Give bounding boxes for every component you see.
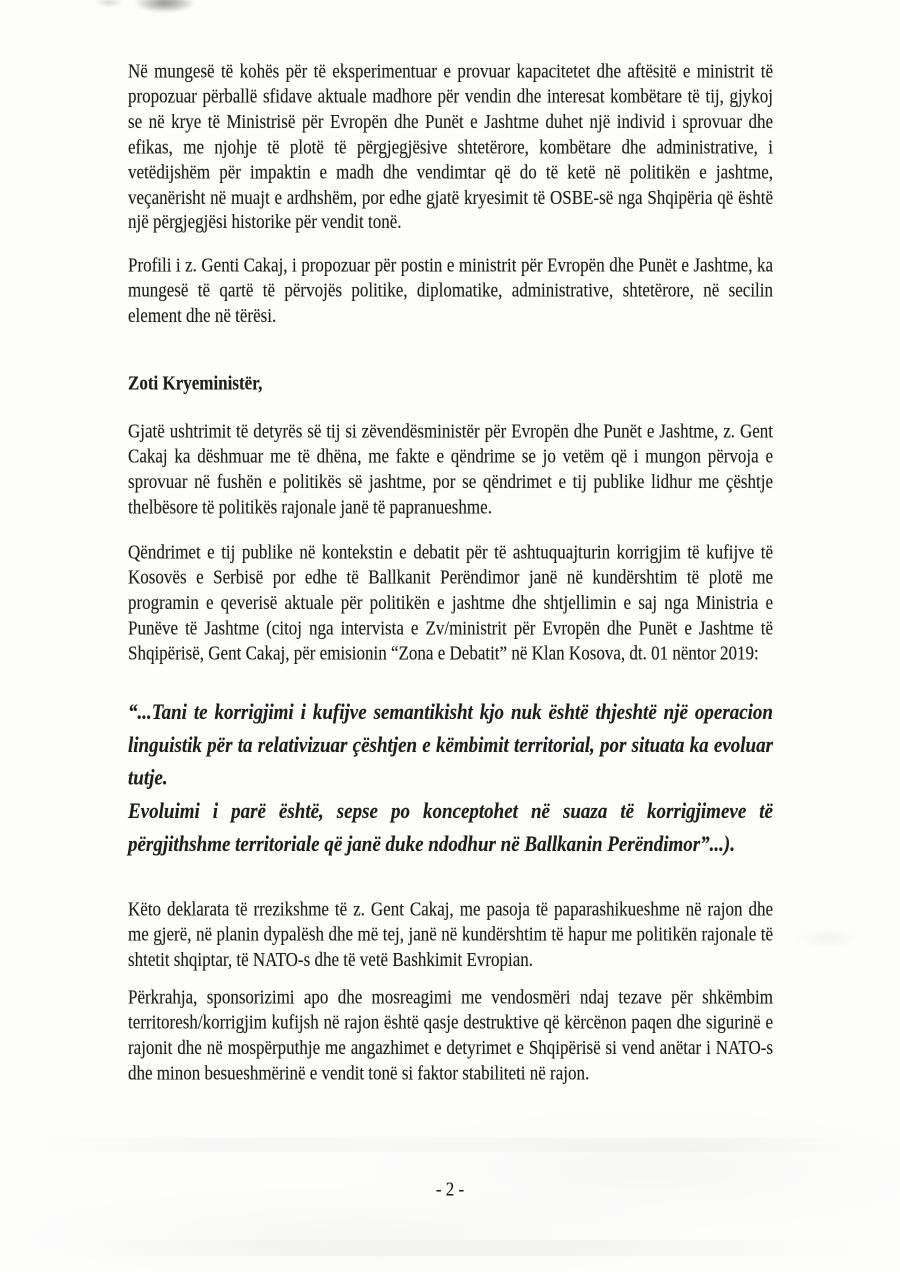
- scan-smudge-artifact: [94, 0, 124, 7]
- body-paragraph: Këto deklarata të rrezikshme të z. Gent Cakaj, me pasoja të paparashikueshme në rajon dhe me gjerë, në planin dypalësh dhe më tej, janë në kundërshtim të hapur me politikën rajonale të shtetit shqiptar, të NATO-s dhe të vetë Bashkimit Evropian.: [128, 898, 773, 971]
- page-number: - 2 -: [435, 1178, 465, 1200]
- body-paragraph: Profili i z. Genti Cakaj, i propozuar për postin e ministrit për Evropën dhe Punët e Jashtme, ka mungesë të qartë të përvojës politike, diplomatike, administrative, shtetërore, në secilin element dhe në tërësi.: [128, 254, 773, 327]
- body-paragraph: Qëndrimet e tij publike në kontekstin e debatit për të ashtuquajturin korrigjim të kufijve të Kosovës e Serbisë por edhe të Ballkanit Perëndimor janë në kundërshtim të plotë me programin e qeverisë aktuale për politikën e jashtme dhe shtjellimin e saj nga Ministria e Punëve të Jashtme (citoj nga intervista e Zv/ministrit për Evropën dhe Punët e Jashtme të Shqipërisë, Gent Cakaj, për emisionin “Zona e Debatit” në Klan Kosova, dt. 01 nëntor 2019:: [128, 541, 773, 664]
- scan-noise-artifact: [792, 928, 862, 948]
- quote-paragraph: Evoluimi i parë është, sepse po konceptohet në suaza të korrigjimeve të përgjithshme territoriale që janë duke ndodhur në Ballkanin Perëndimor”...).: [128, 799, 773, 857]
- scan-noise-artifact: [40, 1138, 860, 1152]
- scan-noise-artifact: [60, 1240, 860, 1256]
- quote-paragraph: “...Tani te korrigjimi i kufijve semantikisht kjo nuk është thjeshtë një operacion linguistik për ta relativizuar çështjen e këmbimit territorial, por situata ka evoluar tutje.: [128, 700, 773, 791]
- body-paragraph: Përkrahja, sponsorizimi apo dhe mosreagimi me vendosmëri ndaj tezave për shkëmbim territoresh/korrigjim kufijsh në rajon është qasje destruktive që kërcënon paqen dhe sigurinë e rajonit dhe në mospërputhje me angazhimet e detyrimet e Shqipërisë si vend anëtar i NATO-s dhe minon besueshmërinë e vendit tonë si faktor stabiliteti në rajon.: [128, 986, 773, 1084]
- body-paragraph: Në mungesë të kohës për të eksperimentuar e provuar kapacitetet dhe aftësitë e ministrit të propozuar përballë sfidave aktuale madhore për vendin dhe interesat kombëtare të tij, gjykoj se në krye të Ministrisë për Evropën dhe Punët e Jashtme duhet një individ i sprovuar dhe efikas, me njohje të plotë të përgjegjësive shtetërore, kombëtare dhe administrative, i vetëdijshëm për impaktin e madh dhe vendimtar që do të ketë në politikën e jashtme, veçanërisht në muajt e ardhshëm, por edhe gjatë kryesimit të OSBE-së nga Shqipëria që është një përgjegjësi historike për vendit tonë.: [128, 60, 773, 234]
- scan-smudge-artifact: [136, 0, 194, 12]
- body-paragraph: Gjatë ushtrimit të detyrës së tij si zëvendësministër për Evropën dhe Punët e Jashtme, z. Gent Cakaj ka dëshmuar me të dhëna, me fakte e qëndrime se jo vetëm që i mungon përvoja e sprovuar në fushën e politikës së jashtme, por se qëndrimet e tij publike lidhur me çështje thelbësore të politikës rajonale janë të papranueshme.: [128, 420, 773, 518]
- salutation-heading: Zoti Kryeministër,: [128, 372, 263, 394]
